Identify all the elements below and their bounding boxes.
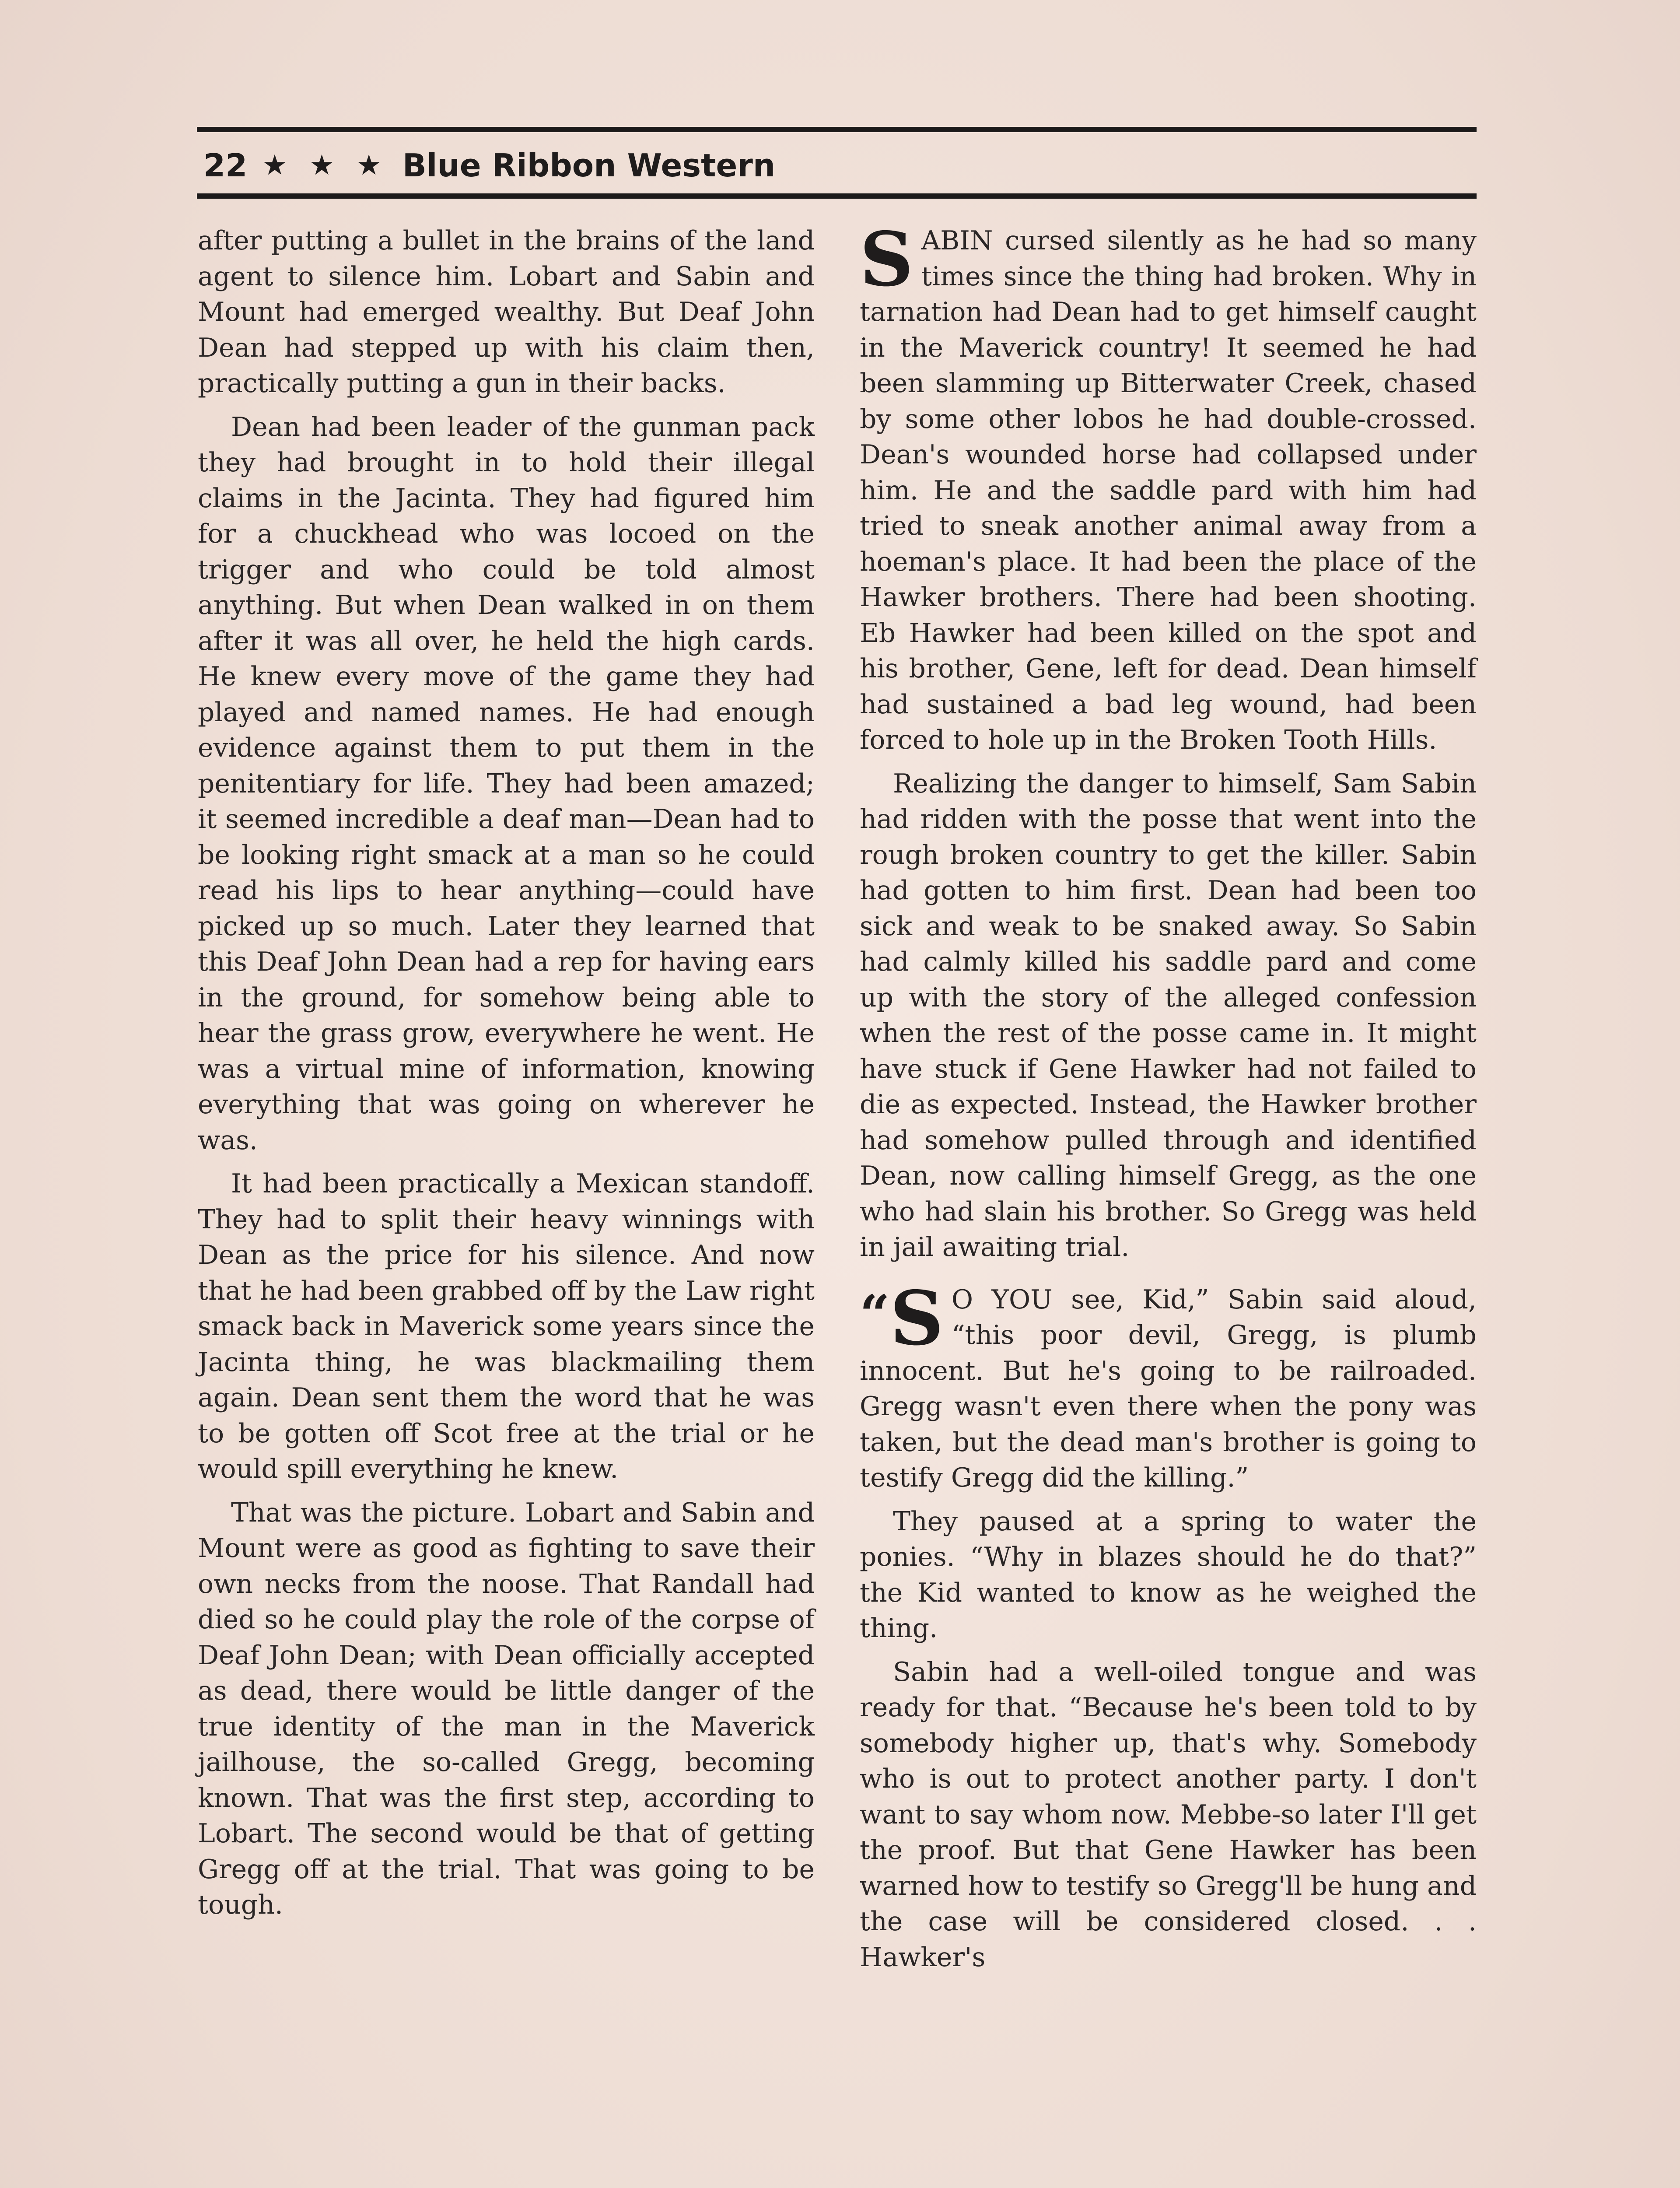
paragraph: after putting a bullet in the brains of the land agent to silence him. Lobart and Sabin and Mount had emerged wealthy. But Deaf John Dean had stepped up with his claim then, practically putting a gun in their backs. <box>198 225 815 399</box>
paragraph <box>860 216 1477 758</box>
right-column <box>860 216 1477 1983</box>
paragraph: Realizing the danger to himself, Sam Sabin had ridden with the posse that went into the rough broken country to get the killer. Sabin had gotten to him first. Dean had been too sick and weak to be snaked away. So Sabin had calmly killed his saddle pard and come up with the story of the alleged confession when the rest of the posse came in. It might have stuck if Gene Hawker had not failed to die as expected. Instead, the Hawker brother had somehow pulled through and identified Dean, now calling himself Gregg, as the one who had slain his brother. So Gregg was held in jail awaiting trial. <box>860 768 1477 1262</box>
open-quote-mark: “ <box>860 1283 890 1345</box>
drop-cap: S <box>860 216 914 303</box>
paragraph: Dean had been leader of the gunman pack they had brought in to hold their illegal claims in the Jacinta. They had figured him for a chuckhead who was locoed on the trigger and who could be told almost anything. But when Dean walked in on them after it was all over, he held the high cards. He knew every move of the game they had played and named names. He had enough evidence against them to put them in the penitentiary for life. They had been amazed; it seemed incredible a deaf man—Dean had to be looking right smack at a man so he could read his lips to hear anything—could have picked up so much. Later they learned that this Deaf John Dean had a rep for having ears in the ground, for somehow being able to hear the grass grow, everywhere he went. He was a virtual mine of information, knowing everything that was going on wherever he was. <box>198 411 815 1156</box>
paragraph: They paused at a spring to water the ponies. “Why in blazes should he do that?” the Kid wanted to know as he weighed the thing. <box>860 1506 1477 1644</box>
paragraph <box>860 1274 1477 1496</box>
header-rule-top <box>197 127 1477 132</box>
page-number: 22 <box>203 147 248 184</box>
paragraph: Sabin had a well-oiled tongue and was ready for that. “Because he's been told to by somebody higher up, that's why. Somebody who is out to protect another party. I don't want to say whom now. Mebbe-so later I'll get the proof. But that Gene Hawker has been warned how to testify so Gregg'll be hung and the case will be considered closed. . . Hawker's <box>860 1656 1477 1973</box>
drop-cap: S <box>890 1274 944 1362</box>
running-header <box>203 139 775 192</box>
paragraph-text: ABIN cursed silently as he had so many times since the thing had broken. Why in tarnation had Dean had to get himself caught in the Maverick country! It seemed he had been slamming up Bitterwater Creek, chased by some other lobos he had double-crossed. Dean's wounded horse had collapsed under him. He and the saddle pard with him had tried to sneak another animal away from a hoeman's place. It had been the place of the Hawker brothers. There had been shooting. Eb Hawker had been killed on the spot and his brother, Gene, left for dead. Dean himself had sustained a bad leg wound, had been forced to hole up in the Broken Tooth Hills. <box>860 225 1477 755</box>
left-column <box>198 223 815 1931</box>
magazine-title: Blue Ribbon Western <box>402 147 776 184</box>
paragraph: It had been practically a Mexican standoff. They had to split their heavy winnings with Dean as the price for his silence. And now that he had been grabbed off by the Law right smack back in Maverick some years since the Jacinta thing, he was blackmailing them again. Dean sent them the word that he was to be gotten off Scot free at the trial or he would spill everything he knew. <box>198 1168 815 1484</box>
paragraph-text: O YOU see, Kid,” Sabin said aloud, “this poor devil, Gregg, is plumb innocent. But he's going to be railroaded. Gregg wasn't even there when the pony was taken, but the dead man's brother is going to testify Gregg did the killing.” <box>860 1284 1477 1493</box>
header-stars: ★ ★ ★ <box>262 149 388 182</box>
header-rule-bottom <box>197 193 1477 199</box>
paragraph: That was the picture. Lobart and Sabin and Mount were as good as fighting to save their own necks from the noose. That Randall had died so he could play the role of the corpse of Deaf John Dean; with Dean officially accepted as dead, there would be little danger of the true identity of the man in the Maverick jailhouse, the so-called Gregg, becoming known. That was the first step, according to Lobart. The second would be that of getting Gregg off at the trial. That was going to be tough. <box>198 1497 815 1920</box>
